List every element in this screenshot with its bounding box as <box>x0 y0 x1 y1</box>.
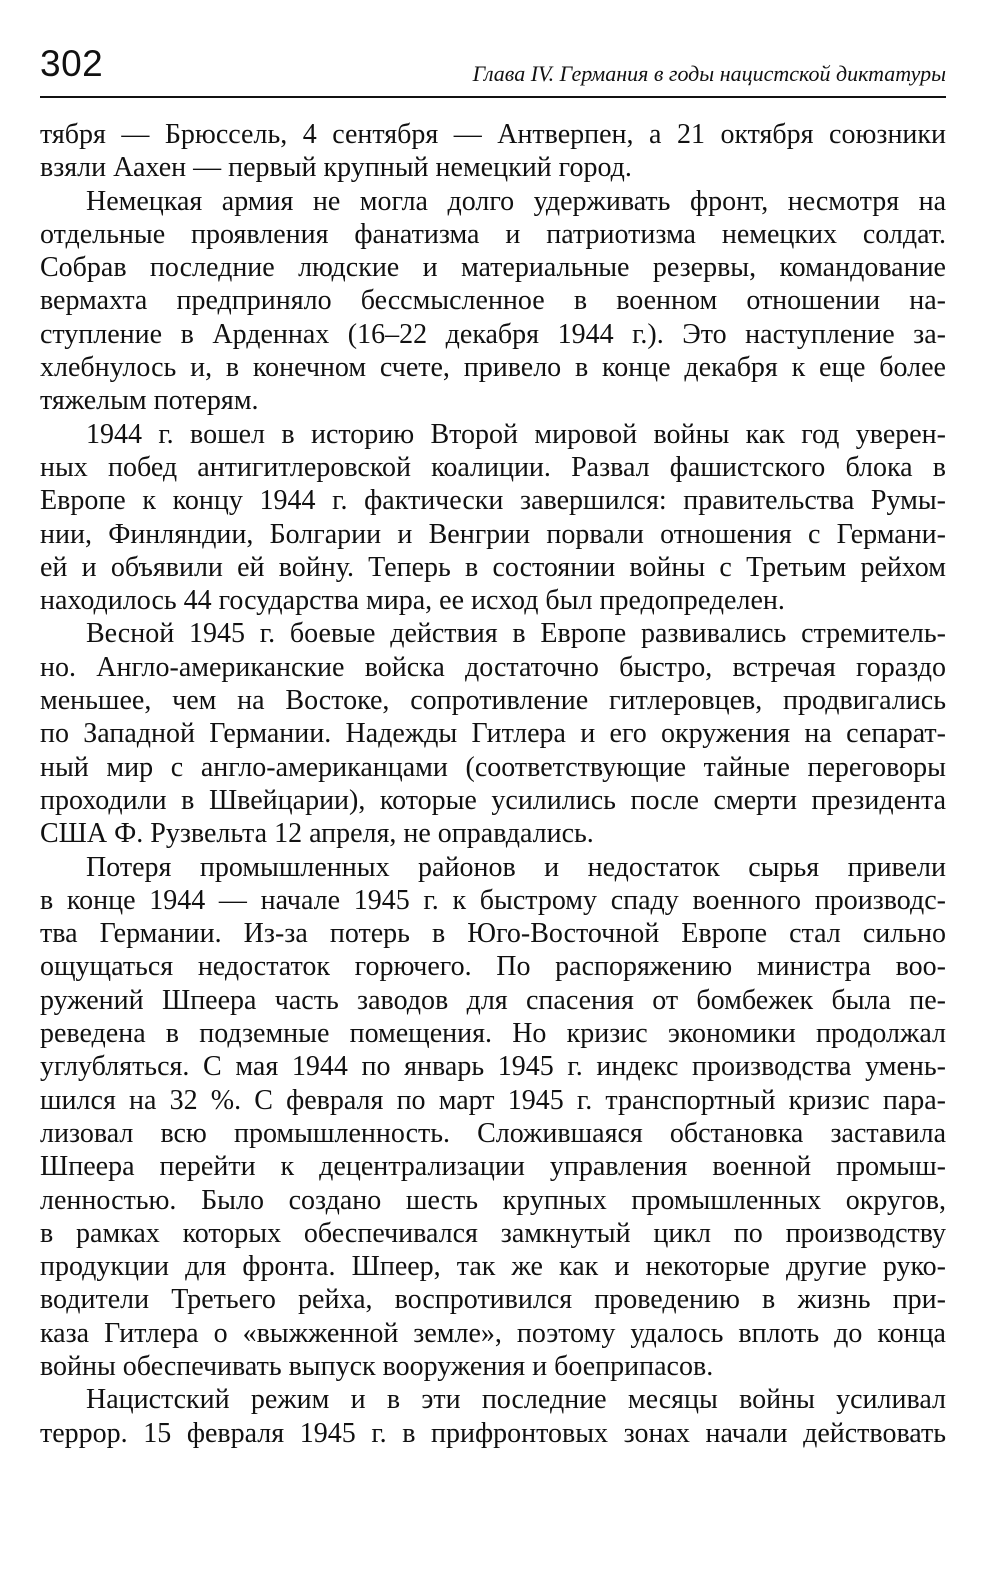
text-line: Весной 1945 г. боевые действия в Европе развивались стремитель- <box>86 618 946 650</box>
text-line: Шпеера перейти к децентрализации управления военной промыш- <box>40 1151 946 1183</box>
text-line: ступление в Арденнах (16–22 декабря 1944 г.). Это наступление за- <box>40 318 946 350</box>
text-line: Собрав последние людские и материальные резервы, командование <box>40 252 946 284</box>
body-text <box>40 118 946 1450</box>
text-line: войны обеспечивать выпуск вооружения и боеприпасов. <box>40 1350 714 1382</box>
text-line: ный мир с англо-американцами (соответствующие тайные переговоры <box>40 751 946 783</box>
text-line: Немецкая армия не могла долго удерживать фронт, несмотря на <box>86 185 946 217</box>
book-page <box>40 40 946 1450</box>
text-line: 1944 г. вошел в историю Второй мировой войны как год уверен- <box>86 418 946 450</box>
running-header <box>40 40 946 98</box>
text-line: шился на 32 %. С февраля по март 1945 г. транспортный кризис пара- <box>40 1084 946 1116</box>
text-line: лизовал всю промышленность. Сложившаяся обстановка заставила <box>40 1117 946 1149</box>
text-line: но. Англо-американские войска достаточно быстро, встречая гораздо <box>40 651 946 683</box>
text-line: Европе к концу 1944 г. фактически завершился: правительства Румы- <box>40 485 946 517</box>
text-line: ружений Шпеера часть заводов для спасения от бомбежек была пе- <box>40 984 946 1016</box>
text-line: в конце 1944 — начале 1945 г. к быстрому спаду военного производс- <box>40 884 946 916</box>
text-line: находилось 44 государства мира, ее исход был предопределен. <box>40 585 785 617</box>
page-number: 302 <box>40 43 104 84</box>
text-line: проходили в Швейцарии), которые усилились после смерти президента <box>40 784 946 816</box>
text-line: нии, Финляндии, Болгарии и Венгрии порвали отношения с Германи- <box>40 518 946 550</box>
text-line: продукции для фронта. Шпеер, так же как и некоторые другие руко- <box>40 1251 946 1283</box>
text-line: отдельные проявления фанатизма и патриотизма немецких солдат. <box>40 218 946 250</box>
text-line: террор. 15 февраля 1945 г. в прифронтовых зонах начали действовать <box>40 1417 946 1449</box>
text-line: в рамках которых обеспечивался замкнутый цикл по производству <box>40 1217 946 1249</box>
paragraph <box>40 118 946 185</box>
text-line: ей и объявили ей войну. Теперь в состоянии войны с Третьим рейхом <box>40 551 946 583</box>
text-line: Нацистский режим и в эти последние месяцы войны усиливал <box>86 1384 946 1416</box>
text-line: реведена в подземные помещения. Но кризис экономики продолжал <box>40 1018 946 1050</box>
text-line: тяжелым потерям. <box>40 385 259 417</box>
text-line: взяли Аахен — первый крупный немецкий город. <box>40 152 632 184</box>
paragraph <box>40 185 946 418</box>
paragraph <box>40 617 946 850</box>
text-line: ощущаться недостаток горючего. По распоряжению министра воо- <box>40 951 946 983</box>
text-line: водители Третьего рейха, воспротивился проведению в жизнь при- <box>40 1284 946 1316</box>
paragraph <box>40 418 946 618</box>
text-line: Потеря промышленных районов и недостаток сырья привели <box>86 851 946 883</box>
text-line: каза Гитлера о «выжженной земле», поэтому удалось вплоть до конца <box>40 1317 946 1349</box>
text-line: вермахта предприняло бессмысленное в военном отношении на- <box>40 285 946 317</box>
paragraph <box>40 1383 946 1450</box>
text-line: меньшее, чем на Востоке, сопротивление гитлеровцев, продвигались <box>40 685 946 717</box>
text-line: ленностью. Было создано шесть крупных промышленных округов, <box>40 1184 946 1216</box>
text-line: ных побед антигитлеровской коалиции. Развал фашистского блока в <box>40 451 946 483</box>
paragraph <box>40 851 946 1384</box>
text-line: США Ф. Рузвельта 12 апреля, не оправдались. <box>40 818 594 850</box>
text-line: тва Германии. Из-за потерь в Юго-Восточной Европе стал сильно <box>40 918 946 950</box>
text-line: хлебнулось и, в конечном счете, привело в конце декабря к еще более <box>40 352 946 384</box>
text-line: углубляться. С мая 1944 по январь 1945 г. индекс производства умень- <box>40 1051 946 1083</box>
chapter-title: Глава IV. Германия в годы нацистской диктатуры <box>472 61 946 86</box>
text-line: по Западной Германии. Надежды Гитлера и его окружения на сепарат- <box>40 718 946 750</box>
text-line: тября — Брюссель, 4 сентября — Антверпен, а 21 октября союзники <box>40 119 946 150</box>
